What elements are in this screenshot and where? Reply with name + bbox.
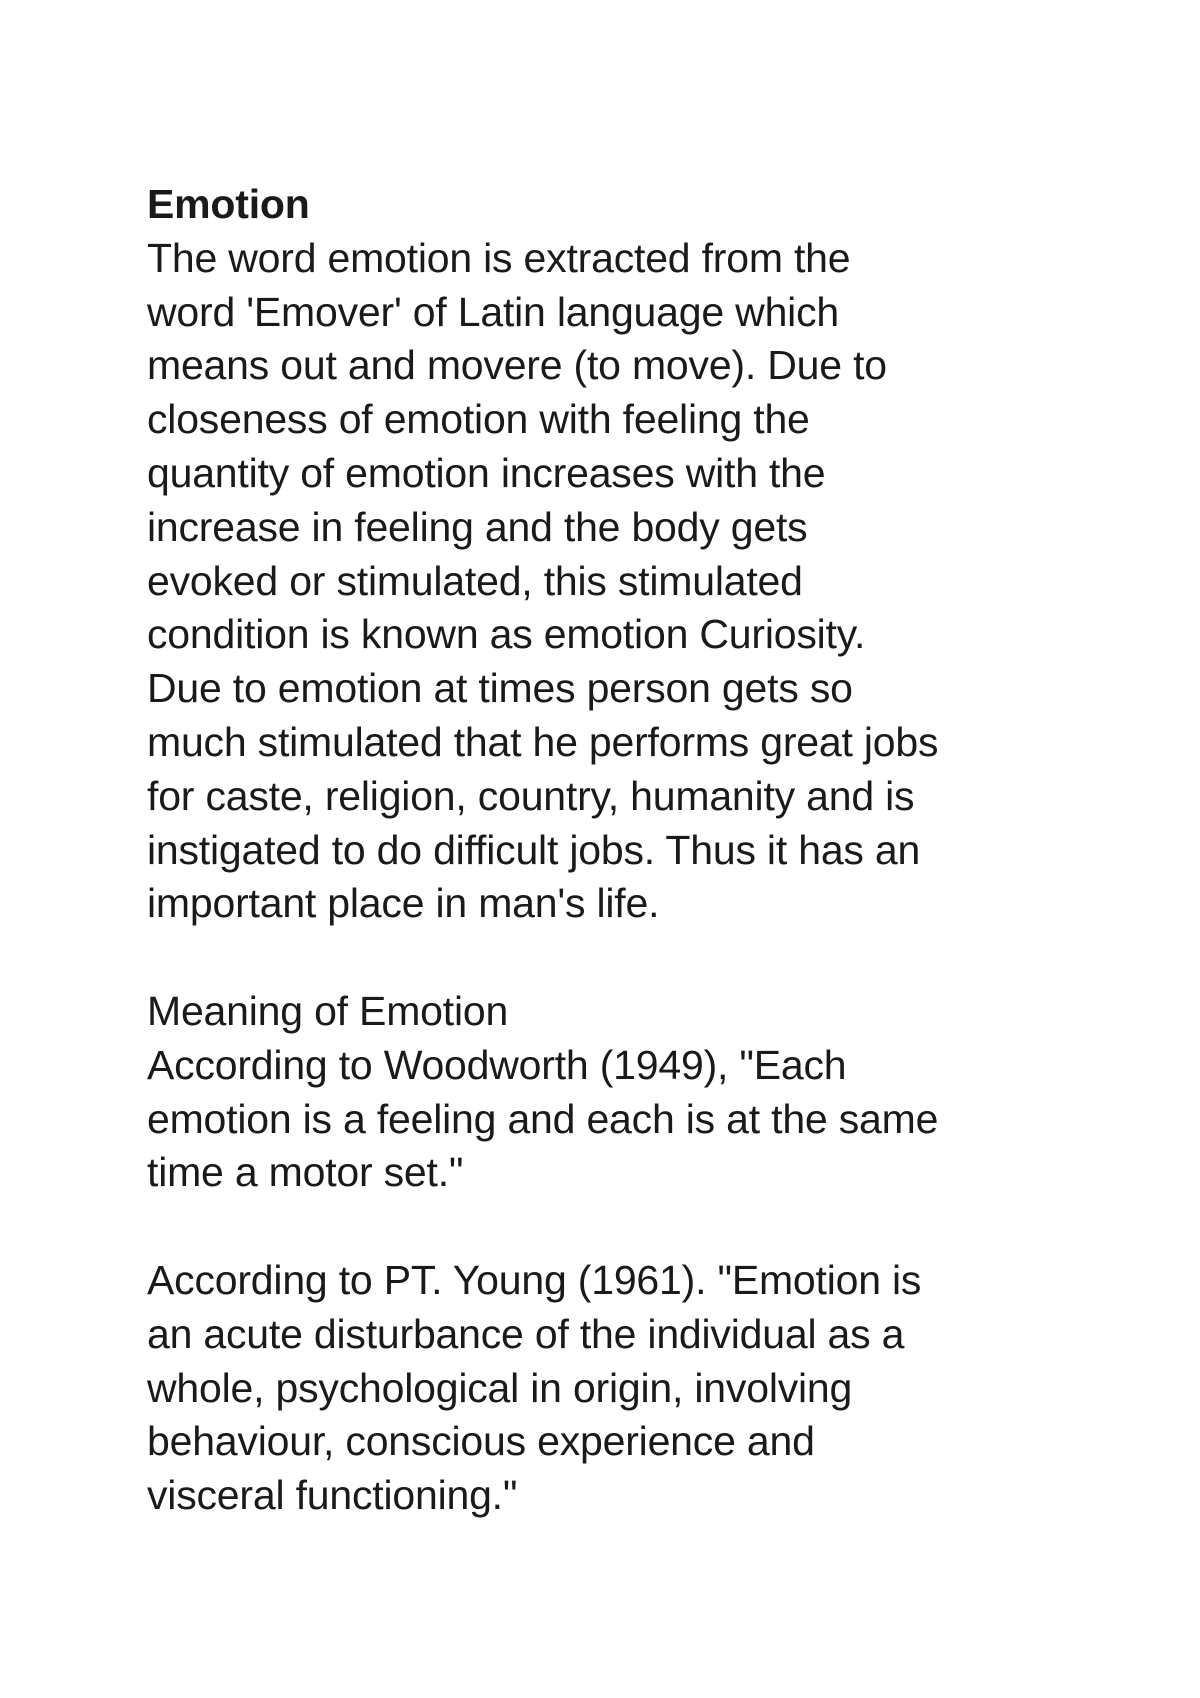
- intro-line: quantity of emotion increases with the: [147, 449, 826, 496]
- quote-line: an acute disturbance of the individual as a: [147, 1310, 905, 1357]
- intro-line: closeness of emotion with feeling the: [147, 396, 810, 443]
- intro-line: evoked or stimulated, this stimulated: [147, 557, 803, 604]
- intro-line: Due to emotion at times person gets so: [147, 665, 853, 712]
- quote-line: behaviour, conscious experience and: [147, 1418, 815, 1465]
- woodworth-quote: [147, 1039, 1087, 1200]
- intro-line: increase in feeling and the body gets: [147, 503, 808, 550]
- quote-line: whole, psychological in origin, involving: [147, 1364, 853, 1411]
- paragraph-spacer: [147, 931, 1087, 985]
- intro-line: for caste, religion, country, humanity and is: [147, 772, 915, 819]
- intro-paragraph: [147, 232, 1087, 931]
- intro-line: important place in man's life.: [147, 880, 660, 927]
- intro-line: instigated to do difficult jobs. Thus it has an: [147, 826, 921, 873]
- page-title: Emotion: [147, 181, 310, 227]
- intro-line: means out and movere (to move). Due to: [147, 342, 887, 389]
- intro-line: The word emotion is extracted from the: [147, 234, 851, 281]
- paragraph-spacer: [147, 1200, 1087, 1254]
- intro-line: word 'Emover' of Latin language which: [147, 288, 839, 335]
- document-page: [147, 178, 1087, 1523]
- quote-line: time a motor set.": [147, 1149, 464, 1196]
- section-heading: Meaning of Emotion: [147, 987, 509, 1034]
- young-quote: [147, 1254, 1087, 1523]
- quote-line: According to PT. Young (1961). "Emotion is: [147, 1256, 922, 1303]
- quote-line: According to Woodworth (1949), "Each: [147, 1041, 847, 1088]
- quote-line: visceral functioning.": [147, 1472, 518, 1519]
- quote-line: emotion is a feeling and each is at the same: [147, 1095, 939, 1142]
- intro-line: condition is known as emotion Curiosity.: [147, 611, 866, 658]
- intro-line: much stimulated that he performs great jobs: [147, 718, 939, 765]
